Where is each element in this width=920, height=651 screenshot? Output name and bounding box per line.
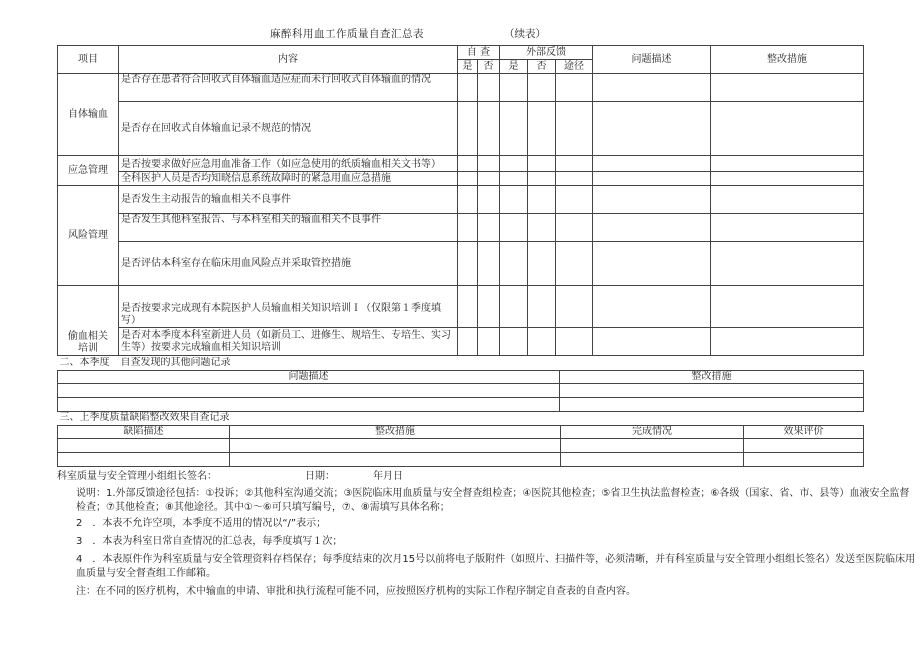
continued-label: （续表） [504, 28, 546, 40]
check-item: 是否发生其他科室报告、与本科室相关的输血相关不良事件 [119, 214, 458, 242]
section2-label: 二、本季度 [59, 357, 110, 369]
header-content: 内容 [119, 46, 458, 74]
sub-no: 否 [478, 60, 500, 74]
group-training [58, 286, 119, 356]
note-4: 4 ．本表原件作为科室质量与安全管理资料存档保存；每季度结束的次月15号以前将电子版附件（如照片、扫描件等，必须清晰，并有科室质量与安全管理小组组长签名）发送至医院临床用血质量与安全督查组工作邮箱。 [76, 554, 916, 579]
header-external-feedback: 外部反馈 [500, 46, 593, 60]
section3-fix-header: 整改措施 [230, 425, 561, 438]
sub-yes: 是 [500, 60, 528, 74]
note-3: 3 ．本表为科室日常自查情况的汇总表，每季度填写１次； [76, 536, 343, 547]
check-item: 全科医护人员是否均知晓信息系统故障时的紧急用血应急措施 [119, 172, 458, 186]
group-risk: 风险管理 [58, 186, 119, 286]
section3-defect-header: 缺陷描述 [58, 425, 230, 438]
section3-eval-header: 效果评价 [744, 425, 864, 438]
section3-label: 三、上季度质量缺陷整改效果自查记录 [59, 411, 230, 423]
group-training-line2: 培训 [78, 343, 98, 354]
group-autologous: 自体输血 [58, 74, 119, 156]
check-item: 是否评估本科室存在临床用血风险点并采取管控措施 [119, 242, 458, 286]
section3-status-header: 完成情况 [561, 425, 744, 438]
form-title: 麻醉科用血工作质量自查汇总表 [270, 28, 424, 40]
check-item: 是否对本季度本科室新进人员（如新员工、进修生、规培生、专培生、实习生等）按要求完成输血相关知识培训 [119, 328, 458, 356]
check-item: 是否存在回收式自体输血记录不规范的情况 [119, 102, 458, 156]
sub-no: 否 [528, 60, 556, 74]
header-item: 项目 [58, 46, 119, 74]
check-item: 是否存在患者符合回收式自体输血适应症而未行回收式自体输血的情况 [119, 74, 458, 102]
check-item: 是否按要求做好应急用血准备工作（如应急使用的纸质输血相关文书等） [119, 156, 458, 172]
section3-table [57, 411, 864, 467]
section2-label-cont: 自查发现的其他问题记录 [120, 357, 231, 369]
header-fix: 整改措施 [711, 46, 864, 74]
note-1: 说明：1.外部反馈途径包括：①投诉；②其他科室沟通交流；③医院临床用血质量与安全督查组检查；④医院其他检查；⑤省卫生执法监督检查；⑥各级（国家、省、市、县等）血液安全监督检查；⑦其他检查；⑧其他途径。其中①～⑥可只填写编号，⑦、⑧需填写具体名称； [76, 488, 910, 513]
sub-yes: 是 [458, 60, 478, 74]
group-training-line1: 偷血相关 [68, 331, 108, 342]
section2-problem-header: 问题描述 [58, 370, 560, 383]
section2-table [57, 357, 864, 412]
sub-way: 途径 [556, 60, 593, 74]
header-self-check: 自 查 [458, 46, 500, 60]
date-format: 年月日 [373, 471, 403, 482]
self-check-table [57, 45, 864, 356]
notes [76, 487, 916, 599]
note-5: 注：在不同的医疗机构，术中输血的申请、审批和执行流程可能不同，应按照医疗机构的实际工作程序制定自查表的自查内容。 [76, 586, 636, 597]
check-item: 是否发生主动报告的输血相关不良事件 [119, 186, 458, 214]
signature-label: 科室质量与安全管理小组组长签名： [57, 471, 217, 482]
group-emergency: 应急管理 [58, 156, 119, 186]
check-item: 是否按要求完成现有本院医护人员输血相关知识培训Ｉ（仅限第１季度填写） [119, 286, 458, 328]
header-problem: 问题描述 [593, 46, 711, 74]
section2-fix-header: 整改措施 [560, 370, 864, 383]
note-2: 2 ．本表不允许空项，本季度不适用的情况以“/”表示； [76, 518, 327, 529]
date-label: 日期： [305, 471, 335, 482]
